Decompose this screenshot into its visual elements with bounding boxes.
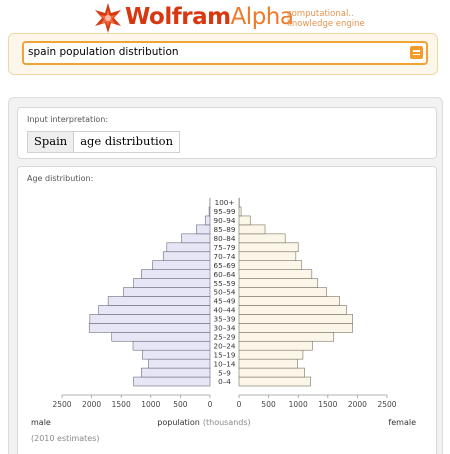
bar-female-65-69: [239, 261, 302, 270]
bar-male-15-19: [143, 350, 210, 359]
bar-male-25-29: [112, 332, 210, 341]
bar-male-5-9: [141, 368, 210, 377]
legend-female: female: [388, 418, 416, 427]
age-label: 70–74: [213, 251, 236, 261]
bar-female-0-4: [239, 377, 311, 386]
age-label: 85–89: [213, 225, 236, 235]
age-label: 0–4: [218, 377, 231, 387]
bar-male-40-44: [99, 305, 210, 314]
age-label: 30–34: [213, 323, 236, 333]
bar-male-95-99: [209, 207, 210, 216]
bar-male-50-54: [124, 288, 210, 297]
interpretation-box[interactable]: [27, 131, 180, 153]
age-label: 100+: [214, 198, 235, 208]
logo-alpha-text: Alpha: [230, 4, 294, 30]
bar-male-0-4: [134, 377, 210, 386]
search-input[interactable]: [28, 46, 398, 58]
wolfram-spikey-icon: [92, 2, 124, 34]
search-area: [8, 33, 438, 75]
age-label: 45–49: [213, 296, 236, 306]
bar-female-95-99: [239, 207, 241, 216]
bar-male-65-69: [153, 261, 210, 270]
age-label: 15–19: [213, 350, 236, 360]
submit-button[interactable]: [410, 46, 423, 59]
population-pyramid-chart[interactable]: [18, 167, 436, 453]
tick-label-right: 500: [261, 400, 276, 409]
bar-male-85-89: [196, 225, 210, 234]
wolframalpha-logo[interactable]: [92, 2, 392, 34]
tick-label-left: 1500: [111, 400, 131, 409]
tick-label-right: 2500: [377, 400, 397, 409]
tick-label-left: 2000: [82, 400, 102, 409]
bar-female-5-9: [239, 368, 305, 377]
female-bars: [239, 198, 353, 386]
bar-female-80-84: [239, 234, 285, 243]
interpretation-term-property: age distribution: [80, 134, 174, 148]
tick-label-right: 2000: [347, 400, 367, 409]
bar-male-90-94: [205, 216, 210, 225]
bar-female-35-39: [239, 314, 353, 323]
legend-male: male: [31, 418, 51, 427]
bar-male-10-14: [148, 359, 210, 368]
bar-female-75-79: [239, 243, 298, 252]
bar-female-20-24: [239, 341, 312, 350]
bar-male-35-39: [90, 314, 210, 323]
tagline-line-1: computational..: [287, 9, 354, 19]
x-axis: [52, 395, 396, 409]
bar-male-75-79: [167, 243, 210, 252]
tick-label-left: 0: [207, 400, 213, 409]
tick-label-left: 2500: [52, 400, 72, 409]
age-label: 90–94: [213, 216, 236, 226]
tagline-line-2: knowledge engine: [287, 19, 365, 29]
male-bars: [89, 198, 210, 386]
bar-male-45-49: [108, 297, 210, 306]
bar-female-85-89: [239, 225, 265, 234]
pod-title: Age distribution:: [27, 174, 94, 183]
age-label: 40–44: [213, 305, 236, 315]
bar-female-55-59: [239, 279, 318, 288]
age-label: 10–14: [213, 359, 236, 369]
axis-label-unit: (thousands): [202, 418, 251, 427]
pod-input-interpretation: [17, 107, 437, 159]
tagline: [287, 9, 365, 29]
age-label: 55–59: [213, 278, 236, 288]
bar-female-90-94: [239, 216, 250, 225]
bar-male-20-24: [133, 341, 210, 350]
age-label: 5–9: [218, 368, 231, 378]
age-label: 80–84: [213, 234, 236, 243]
bar-female-45-49: [239, 297, 340, 306]
logo-wolfram-text: Wolfram: [125, 4, 231, 30]
bar-female-70-74: [239, 252, 296, 261]
bar-male-70-74: [163, 252, 210, 261]
bar-female-25-29: [239, 332, 334, 341]
bar-female-60-64: [239, 270, 312, 279]
pod-age-distribution: [17, 166, 437, 454]
bar-male-55-59: [134, 279, 210, 288]
logo-wordmark: [125, 4, 293, 30]
tick-label-right: 1000: [288, 400, 308, 409]
pod-title: Input interpretation:: [27, 115, 109, 124]
bar-female-50-54: [239, 288, 327, 297]
equals-icon: [413, 50, 420, 52]
age-label: 60–64: [213, 269, 236, 279]
tick-label-right: 1500: [318, 400, 338, 409]
age-label: 65–69: [213, 260, 236, 270]
interpretation-term-spain: Spain: [28, 132, 74, 152]
axis-label: [157, 418, 250, 427]
age-label: 75–79: [213, 242, 236, 252]
bar-female-30-34: [239, 323, 353, 332]
axis-label-population: population: [157, 418, 200, 427]
age-label: 25–29: [213, 332, 236, 342]
footnote: (2010 estimates): [31, 434, 100, 443]
bar-male-80-84: [182, 234, 210, 243]
bar-female-40-44: [239, 305, 347, 314]
age-group-labels: [214, 198, 236, 386]
age-label: 95–99: [213, 207, 236, 217]
tick-label-left: 500: [173, 400, 188, 409]
age-label: 35–39: [213, 314, 236, 324]
search-box: [22, 41, 428, 65]
age-label: 20–24: [213, 341, 236, 351]
bar-male-30-34: [89, 323, 210, 332]
equals-icon-bar: [413, 54, 420, 56]
age-label: 50–54: [213, 287, 236, 297]
bar-female-10-14: [239, 359, 298, 368]
bar-male-60-64: [141, 270, 210, 279]
tick-label-left: 1000: [141, 400, 161, 409]
tick-label-right: 0: [236, 400, 242, 409]
bar-female-15-19: [239, 350, 303, 359]
